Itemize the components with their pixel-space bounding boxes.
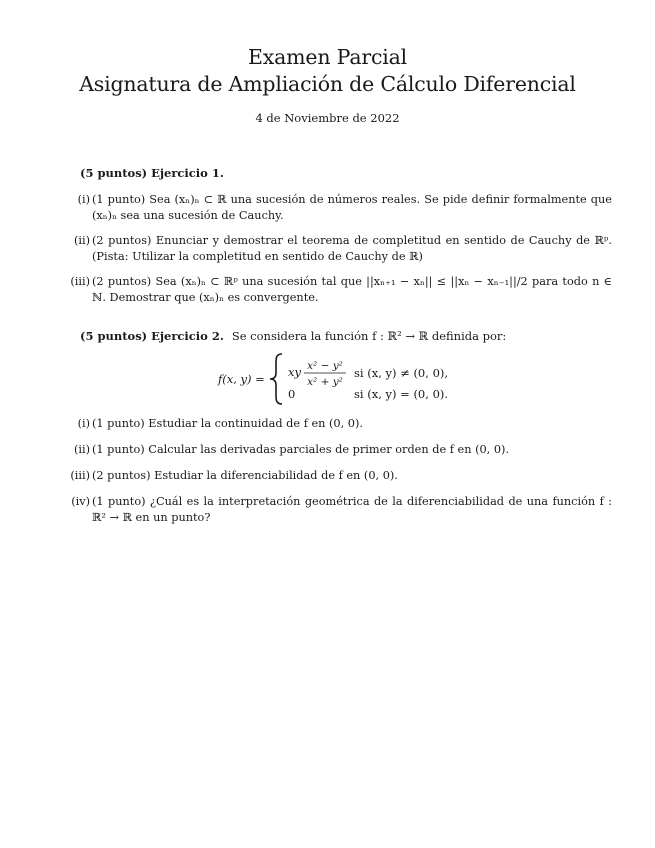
exercise-2-item-iv (60, 494, 612, 525)
case1-condition: si (x, y) ≠ (0, 0), (354, 366, 449, 380)
item-number: (ii) (73, 443, 90, 456)
item-text: (2 puntos) Estudiar la diferenciabilidad de f en (0, 0). (92, 469, 398, 482)
case2-value: 0 (288, 387, 296, 401)
item-text: (1 punto) ¿Cuál es la interpretación geométrica de la diferenciabilidad de una función f : ℝ² → ℝ en un punto? (92, 495, 612, 524)
exercise-1-title: (5 puntos) Ejercicio 1. (80, 166, 224, 180)
case2-condition: si (x, y) = (0, 0). (354, 387, 449, 401)
exercise-1-item-i (60, 192, 612, 223)
exercise-2-item-iii (60, 468, 612, 484)
case1-denominator: x² + y² (307, 376, 343, 388)
item-number: (i) (77, 417, 90, 430)
item-text: (1 punto) Sea (xₙ)ₙ ⊂ ℝ una sucesión de números reales. Se pide definir formalmente que (xₙ)ₙ sea una sucesión de Cauchy. (92, 193, 612, 222)
item-number: (i) (77, 193, 90, 206)
item-number: (iii) (70, 469, 90, 482)
exercise-2-heading (80, 329, 506, 343)
item-text: (2 puntos) Sea (xₙ)ₙ ⊂ ℝᵖ una sucesión tal que ||xₙ₊₁ − xₙ|| ≤ ||xₙ − xₙ₋₁||/2 para todo n ∈ ℕ. Demostrar que (xₙ)ₙ es convergente. (92, 275, 612, 304)
piecewise-formula (200, 350, 470, 408)
item-text: (1 punto) Estudiar la continuidad de f en (0, 0). (92, 417, 363, 430)
exercise-2-intro: Se considera la función f : ℝ² → ℝ definida por: (231, 329, 507, 343)
exercise-2-item-i (60, 416, 612, 432)
title-line-1: Examen Parcial (248, 45, 407, 69)
item-number: (iv) (71, 495, 90, 508)
item-text: (2 puntos) Enunciar y demostrar el teorema de completitud en sentido de Cauchy de ℝᵖ. (Pista: Utilizar la completitud en sentido de Cauchy de ℝ) (92, 234, 612, 263)
left-brace (270, 354, 282, 404)
item-text: (1 punto) Calcular las derivadas parciales de primer orden de f en (0, 0). (92, 443, 510, 456)
exercise-1-item-iii (60, 274, 612, 305)
case1-numerator: x² − y² (307, 360, 343, 372)
item-number: (ii) (73, 234, 90, 247)
exercise-1-item-ii (60, 233, 612, 264)
exercise-2-item-ii (60, 442, 612, 458)
case1-prefix: xy (288, 365, 301, 379)
formula-lhs: f(x, y) = (218, 372, 265, 386)
item-number: (iii) (70, 275, 90, 288)
exercise-1-heading (80, 166, 224, 180)
header (0, 44, 655, 126)
exam-date: 4 de Noviembre de 2022 (255, 111, 400, 125)
title-line-2: Asignatura de Ampliación de Cálculo Diferencial (79, 72, 576, 96)
exercise-2-title: (5 puntos) Ejercicio 2. (80, 329, 224, 343)
